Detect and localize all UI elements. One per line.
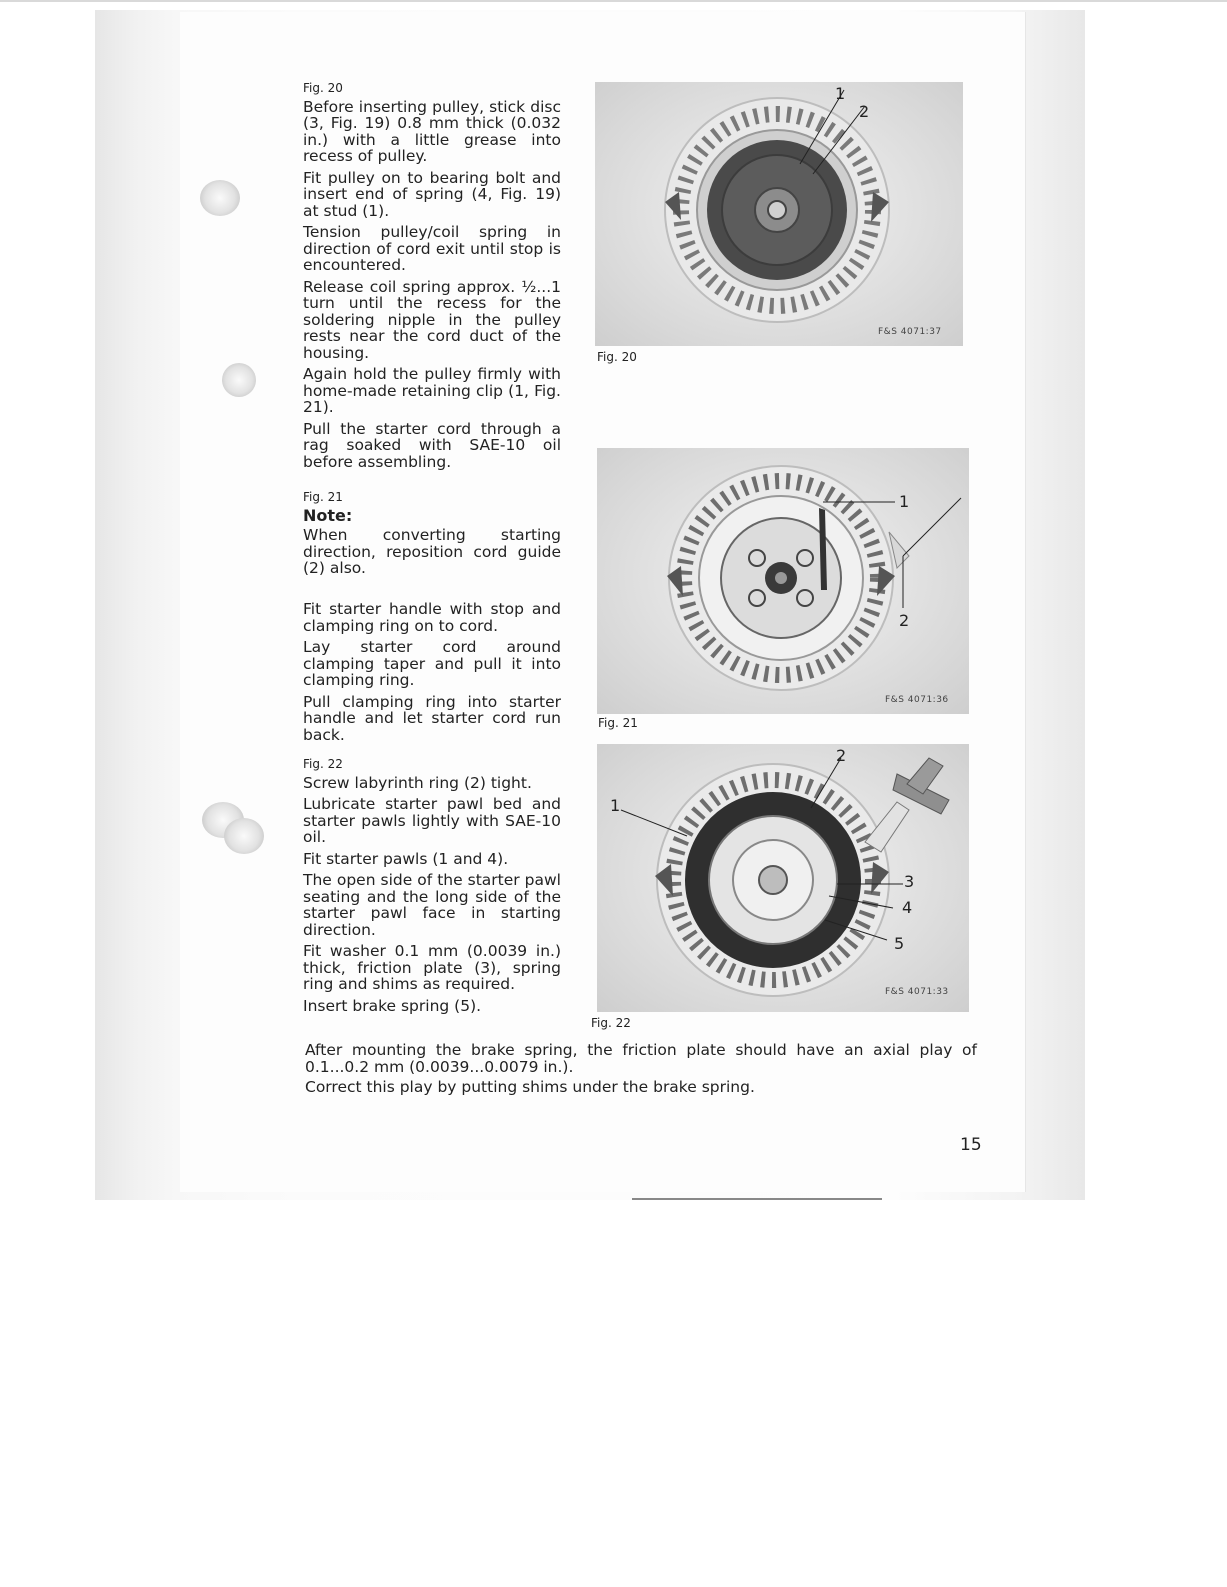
callout-3: 3 — [904, 872, 915, 891]
paragraph: Before inserting pulley, stick disc (3, Fig. 19) 0.8 mm thick (0.032 in.) with a little grease into recess of pulley. — [303, 97, 561, 165]
paragraph: Tension pulley/coil spring in direction of cord exit until stop is encountered. — [303, 223, 561, 274]
callout-5: 5 — [894, 934, 905, 953]
callout-2: 2 — [899, 611, 910, 630]
paragraph: The open side of the starter pawl seating and the long side of the starter pawl face in starting direction. — [303, 871, 561, 939]
paragraph: Insert brake spring (5). — [303, 996, 482, 1015]
fig21-photo — [597, 448, 969, 714]
fig21-caption: Fig. 21 — [598, 716, 638, 730]
note-text: When converting starting direction, reposition cord guide (2) also. — [303, 526, 561, 577]
binder-hole — [222, 363, 256, 397]
paragraph: Pull clamping ring into starter handle and let starter cord run back. — [303, 692, 561, 744]
paragraph: Release coil spring approx. ½...1 turn until the recess for the soldering nipple in the pulley rests near the cord duct of the housing. — [303, 277, 561, 362]
fig22-caption: Fig. 22 — [591, 1016, 631, 1030]
paragraph: Pull the starter cord through a rag soaked with SAE-10 oil before assembling. — [303, 419, 561, 471]
figure-code: F&S 4071:36 — [885, 695, 949, 705]
fig21-label: Fig. 21 — [303, 490, 343, 504]
callout-4: 4 — [902, 898, 913, 917]
bottom-rule — [632, 1198, 882, 1200]
paragraph: Again hold the pulley firmly with home-made retaining clip (1, Fig. 21). — [303, 365, 561, 416]
binder-hole — [224, 818, 264, 854]
fig20-photo — [595, 82, 963, 346]
fig21-steps-block — [303, 601, 561, 748]
paragraph: Lubricate starter pawl bed and starter pawls lightly with SAE-10 oil. — [303, 795, 561, 846]
paragraph: Screw labyrinth ring (2) tight. — [303, 773, 532, 792]
callout-1: 1 — [610, 796, 621, 815]
fig22-text-block — [303, 756, 561, 1019]
top-border — [0, 0, 1227, 2]
note-heading: Note: — [303, 505, 353, 525]
callout-1: 1 — [899, 492, 910, 511]
cord-guide-illustration — [597, 448, 969, 714]
binder-hole — [200, 180, 240, 216]
callout-2: 2 — [859, 102, 870, 121]
fig20-caption: Fig. 20 — [597, 350, 637, 364]
fig22-label: Fig. 22 — [303, 757, 343, 771]
bottom-text-block — [305, 1042, 977, 1099]
starter-pulley-illustration — [595, 82, 963, 346]
figure-code: F&S 4071:33 — [885, 987, 949, 997]
paragraph: Correct this play by putting shims under the brake spring. — [305, 1078, 755, 1096]
paragraph: Fit pulley on to bearing bolt and insert end of spring (4, Fig. 19) at stud (1). — [303, 168, 561, 220]
fig20-label: Fig. 20 — [303, 81, 343, 95]
paragraph: Fit starter pawls (1 and 4). — [303, 849, 509, 868]
fig22-photo — [597, 744, 969, 1012]
fig20-text-block — [303, 80, 561, 475]
paragraph: Fit washer 0.1 mm (0.0039 in.) thick, friction plate (3), spring ring and shims as required. — [303, 942, 561, 993]
paragraph: Fit starter handle with stop and clamping ring on to cord. — [303, 600, 561, 635]
callout-1: 1 — [835, 84, 846, 103]
paragraph: Lay starter cord around clamping taper and pull it into clamping ring. — [303, 638, 561, 689]
callout-2: 2 — [836, 746, 847, 765]
page-number: 15 — [960, 1135, 982, 1155]
figure-code: F&S 4071:37 — [878, 327, 942, 337]
paragraph: After mounting the brake spring, the friction plate should have an axial play of 0.1...0.2 mm (0.0039...0.0079 in.). — [305, 1041, 977, 1076]
fig21-text-block — [303, 489, 561, 582]
